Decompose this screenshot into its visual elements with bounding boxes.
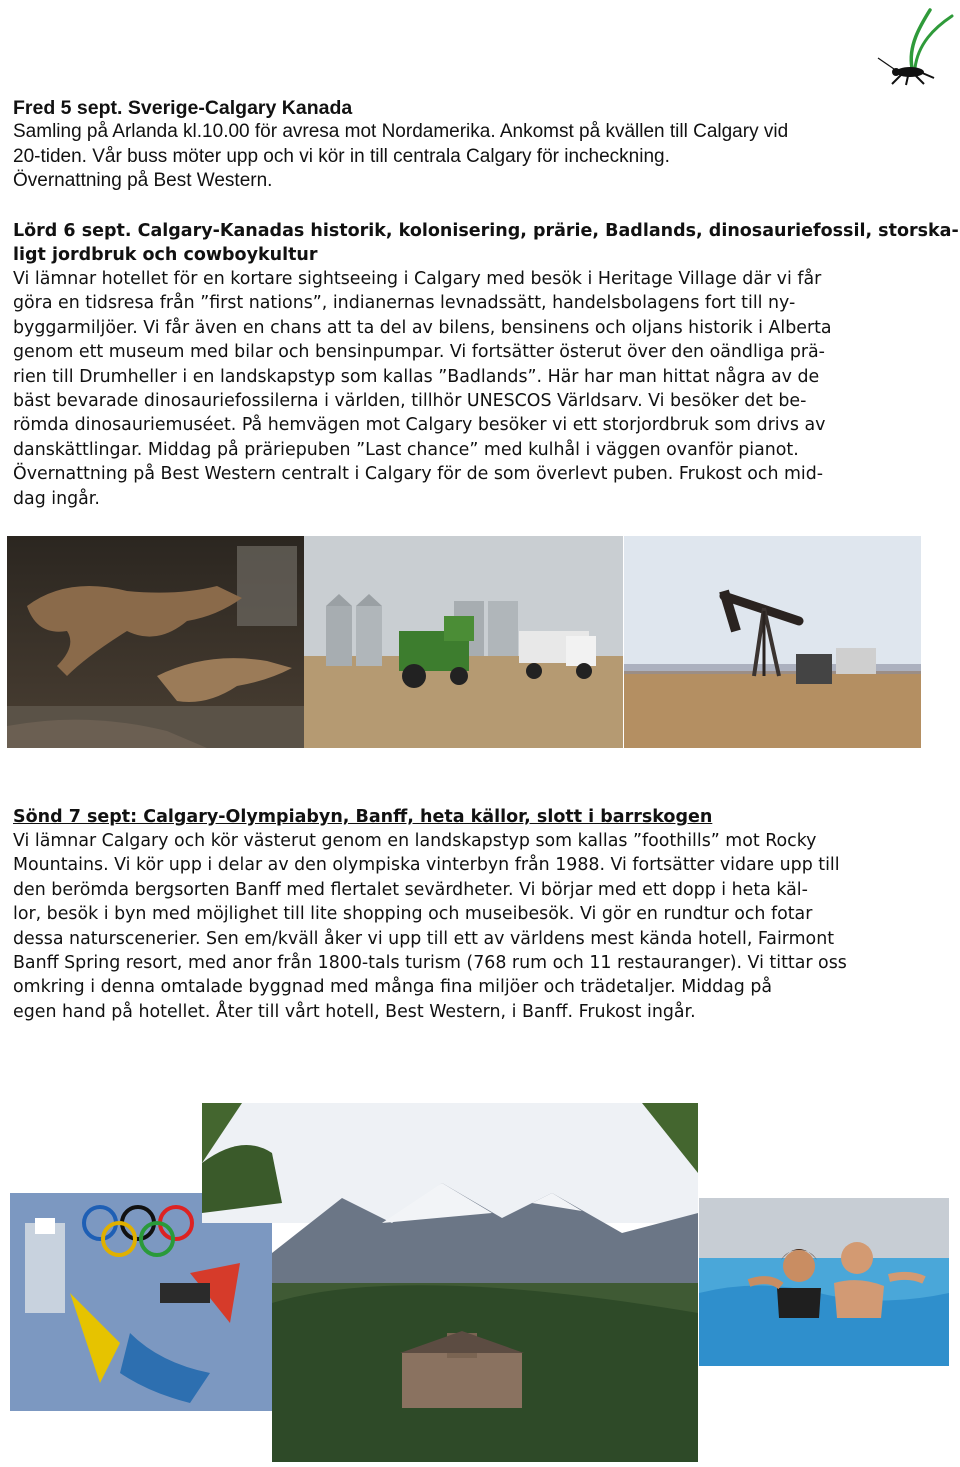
- text-line: rien till Drumheller i en landskapstyp som kallas ”Badlands”. Här har man hittat några av de: [13, 366, 820, 387]
- banff-springs-hotel-photo: [202, 1103, 698, 1462]
- grasshopper-logo-icon: [868, 6, 956, 86]
- day-section-lordag: [13, 219, 959, 511]
- text-line: Övernattning på Best Western centralt i Calgary för de som överlevt puben. Frukost och mid-: [13, 464, 824, 485]
- text-line: römda dinosauriemuséet. På hemvägen mot Calgary besöker vi ett storjordbruk som drivs av: [13, 415, 826, 436]
- text-line: danskättlingar. Middag på präriepuben ”Last chance” med kulhål i väggen ovanför pianot.: [13, 439, 799, 460]
- text-line: dag ingår.: [13, 488, 100, 509]
- text-line: den berömda bergsorten Banff med flertalet sevärdheter. Vi börjar med ett dopp i heta käl-: [13, 879, 808, 900]
- text-line: 20-tiden. Vår buss möter upp och vi kör in till centrala Calgary för incheckning.: [13, 145, 670, 167]
- day-title-line: ligt jordbruk och cowboykultur: [13, 245, 318, 265]
- day-title-line: Lörd 6 sept. Calgary-Kanadas historik, kolonisering, prärie, Badlands, dinosauriefossil, storska-: [13, 221, 959, 241]
- text-line: Övernattning på Best Western.: [13, 170, 273, 191]
- text-line: dessa naturscenerier. Sen em/kväll åker vi upp till ett av världens mest kända hotell, Fairmont: [13, 928, 835, 949]
- hot-springs-couple-photo: [699, 1198, 949, 1366]
- farm-combine-truck-photo: [304, 536, 623, 748]
- day-section-fredag: [13, 96, 913, 194]
- text-line: egen hand på hotellet. Åter till vårt hotell, Best Western, i Banff. Frukost ingår.: [13, 1001, 696, 1022]
- text-line: genom ett museum med bilar och bensinpumpar. Vi fortsätter österut över den oändliga prä-: [13, 342, 825, 363]
- day-section-sondag: [13, 805, 913, 1024]
- text-line: Mountains. Vi kör upp i delar av den olympiska vinterbyn från 1988. Vi fortsätter vidare upp till: [13, 855, 840, 876]
- oil-pumpjack-photo: [624, 536, 921, 748]
- text-line: lor, besök i byn med möjlighet till lite shopping och museibesök. Vi gör en rundtur och fotar: [13, 904, 813, 925]
- text-line: Banff Spring resort, med anor från 1800-tals turism (768 rum och 11 restauranger). Vi tittar oss: [13, 953, 847, 974]
- text-line: Samling på Arlanda kl.10.00 för avresa mot Nordamerika. Ankomst på kvällen till Calgary vid: [13, 121, 789, 142]
- dinosaur-museum-photo: [7, 536, 304, 748]
- text-line: omkring i denna omtalade byggnad med många fina miljöer och trädetaljer. Middag på: [13, 977, 773, 998]
- day-title: Fred 5 sept. Sverige-Calgary Kanada: [13, 97, 353, 119]
- day-title: Sönd 7 sept: Calgary-Olympiabyn, Banff, heta källor, slott i barrskogen: [13, 807, 713, 827]
- text-line: Vi lämnar hotellet för en kortare sightseeing i Calgary med besök i Heritage Village där vi får: [13, 269, 822, 289]
- text-line: Vi lämnar Calgary och kör västerut genom en landskapstyp som kallas ”foothills” mot Rocky: [13, 831, 817, 851]
- text-line: göra en tidsresa från ”first nations”, indianernas levnadssätt, handelsbolagens fort till ny-: [13, 293, 796, 314]
- text-line: byggarmiljöer. Vi får även en chans att ta del av bilens, bensinens och oljans historik i Alberta: [13, 317, 832, 338]
- text-line: bäst bevarade dinosauriefossilerna i världen, tillhör UNESCOS Världsarv. Vi besöker det be-: [13, 391, 807, 412]
